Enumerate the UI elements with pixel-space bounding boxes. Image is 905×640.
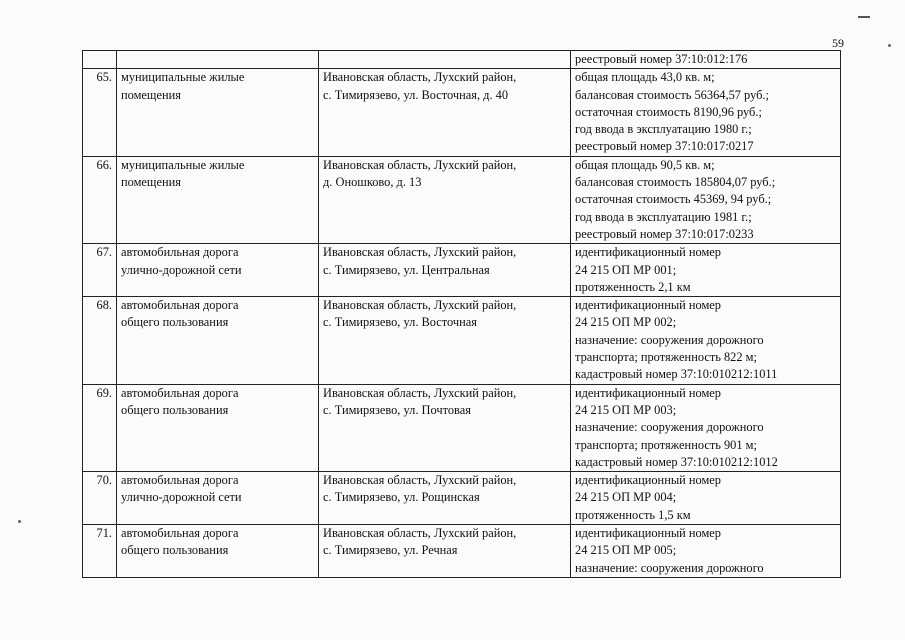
table-row — [83, 297, 841, 384]
scan-dot — [18, 520, 21, 523]
scan-dot — [888, 44, 891, 47]
cell-num: 71. — [83, 525, 117, 578]
cell-name — [117, 51, 319, 69]
cell-name: автомобильная дорога общего пользования — [117, 297, 319, 384]
cell-name: автомобильная дорога улично-дорожной сети — [117, 244, 319, 297]
cell-address: Ивановская область, Лухский район, с. Тимирязево, ул. Рощинская — [319, 472, 571, 525]
table-row — [83, 69, 841, 156]
cell-num: 68. — [83, 297, 117, 384]
cell-details: идентификационный номер 24 215 ОП МР 002; назначение: сооружения дорожного транспорта; протяженность 822 м; кадастровый номер 37:10:010212:1011 — [571, 297, 841, 384]
cell-details: идентификационный номер 24 215 ОП МР 001; протяженность 2,1 км — [571, 244, 841, 297]
table-row — [83, 244, 841, 297]
cell-name: муниципальные жилые помещения — [117, 156, 319, 243]
cell-address: Ивановская область, Лухский район, с. Тимирязево, ул. Восточная — [319, 297, 571, 384]
cell-address — [319, 51, 571, 69]
cell-num: 69. — [83, 384, 117, 471]
cell-address: Ивановская область, Лухский район, с. Тимирязево, ул. Центральная — [319, 244, 571, 297]
cell-details: общая площадь 90,5 кв. м; балансовая стоимость 185804,07 руб.; остаточная стоимость 45369, 94 руб.; год ввода в эксплуатацию 1981 г.; реестровый номер 37:10:017:0233 — [571, 156, 841, 243]
cell-details: идентификационный номер 24 215 ОП МР 005; назначение: сооружения дорожного — [571, 525, 841, 578]
table-row — [83, 472, 841, 525]
cell-address: Ивановская область, Лухский район, с. Тимирязево, ул. Восточная, д. 40 — [319, 69, 571, 156]
cell-num: 67. — [83, 244, 117, 297]
table-row — [83, 525, 841, 578]
continuation-row — [83, 51, 841, 69]
scan-mark — [858, 16, 870, 18]
property-register-table — [82, 50, 841, 578]
cell-address: Ивановская область, Лухский район, д. Оношково, д. 13 — [319, 156, 571, 243]
cell-details: идентификационный номер 24 215 ОП МР 004; протяженность 1,5 км — [571, 472, 841, 525]
cell-num — [83, 51, 117, 69]
page-number: 59 — [832, 36, 844, 50]
cell-details: идентификационный номер 24 215 ОП МР 003; назначение: сооружения дорожного транспорта; протяженность 901 м; кадастровый номер 37:10:010212:1012 — [571, 384, 841, 471]
table-row — [83, 156, 841, 243]
cell-num: 66. — [83, 156, 117, 243]
table-row — [83, 384, 841, 471]
cell-name: автомобильная дорога улично-дорожной сети — [117, 472, 319, 525]
cell-address: Ивановская область, Лухский район, с. Тимирязево, ул. Речная — [319, 525, 571, 578]
cell-details: общая площадь 43,0 кв. м; балансовая стоимость 56364,57 руб.; остаточная стоимость 8190,96 руб.; год ввода в эксплуатацию 1980 г.; реестровый номер 37:10:017:0217 — [571, 69, 841, 156]
cell-name: автомобильная дорога общего пользования — [117, 525, 319, 578]
cell-name: муниципальные жилые помещения — [117, 69, 319, 156]
cell-address: Ивановская область, Лухский район, с. Тимирязево, ул. Почтовая — [319, 384, 571, 471]
cell-num: 70. — [83, 472, 117, 525]
cell-num: 65. — [83, 69, 117, 156]
cell-details: реестровый номер 37:10:012:176 — [571, 51, 841, 69]
cell-name: автомобильная дорога общего пользования — [117, 384, 319, 471]
